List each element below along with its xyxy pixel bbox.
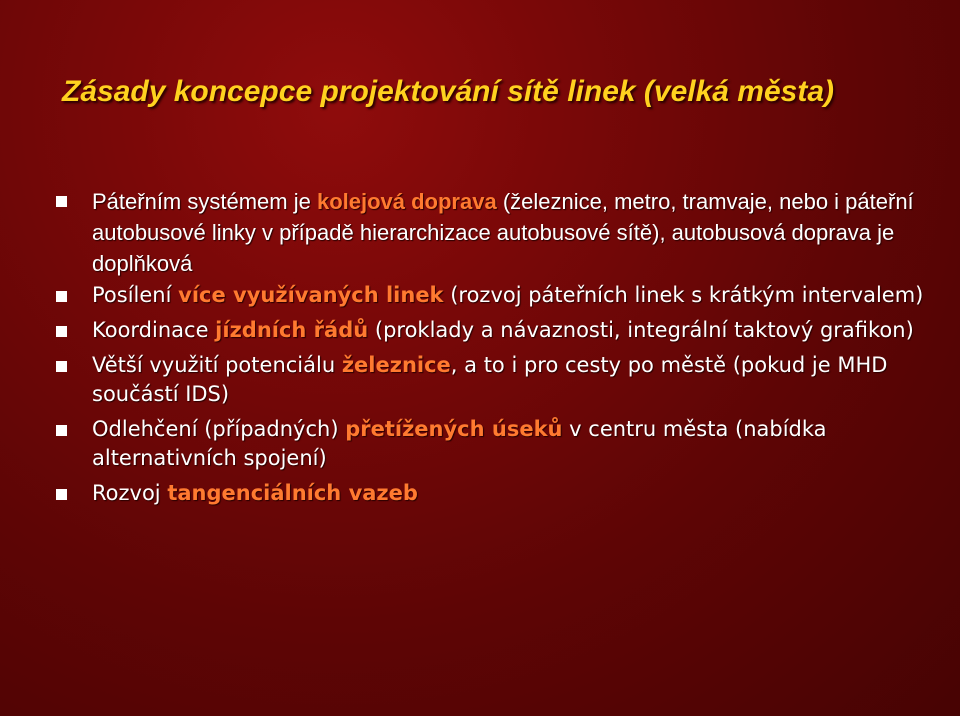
bullet-text: Rozvoj <box>92 481 168 505</box>
square-bullet-icon <box>56 326 67 337</box>
bullet-highlight: tangenciálních vazeb <box>167 481 418 505</box>
square-bullet-icon <box>56 425 67 436</box>
square-bullet-icon <box>56 361 67 372</box>
bullet-text: Větší využití potenciálu <box>92 353 342 377</box>
bullet-text: (proklady a návaznosti, integrální taktový grafikon) <box>368 318 914 342</box>
bullet-item <box>56 351 936 409</box>
bullet-item <box>56 186 936 279</box>
bullet-highlight: přetížených úseků <box>345 417 563 441</box>
square-bullet-icon <box>56 291 67 302</box>
bullet-text: (železnice, metro, tramvaje, nebo i páteřní autobusové linky v případě hierarchizace autobusové sítě), autobusová doprava je doplňková <box>92 189 914 276</box>
bullet-highlight: více využívaných linek <box>178 283 444 307</box>
bullet-text: v centru města (nabídka alternativních spojení) <box>92 417 827 470</box>
bullet-text: Koordinace <box>92 318 216 342</box>
bullet-text: Odlehčení (případných) <box>92 417 346 441</box>
bullet-item <box>56 479 936 508</box>
bullet-highlight: železnice <box>341 353 451 377</box>
bullet-highlight: jízdních řádů <box>215 318 369 342</box>
bullet-text: Páteřním systémem je <box>92 189 317 214</box>
bullet-item <box>56 415 936 473</box>
slide-title: Zásady koncepce projektování sítě linek (velká města) <box>62 75 835 108</box>
bullet-text: (rozvoj páteřních linek s krátkým intervalem) <box>443 283 924 307</box>
bullet-item <box>56 281 936 310</box>
bullet-text: Posílení <box>92 283 179 307</box>
bullet-item <box>56 316 936 345</box>
bullet-text: , a to i pro cesty po městě (pokud je MHD součástí IDS) <box>92 353 888 406</box>
square-bullet-icon <box>56 196 67 207</box>
square-bullet-icon <box>56 489 67 500</box>
bullet-list <box>56 186 936 514</box>
bullet-highlight: kolejová doprava <box>316 189 497 214</box>
